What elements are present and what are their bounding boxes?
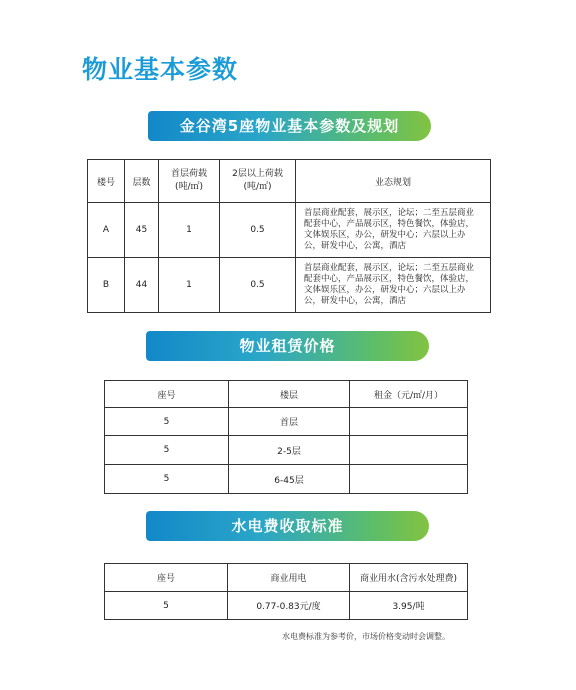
table-row bbox=[105, 465, 468, 494]
header-building: 楼号 bbox=[88, 160, 125, 203]
basic-params-table bbox=[87, 159, 491, 313]
header-seat: 座号 bbox=[105, 381, 229, 408]
rent-banner bbox=[146, 331, 429, 361]
utilities-table bbox=[104, 563, 468, 620]
cell-electricity: 0.77-0.83元/度 bbox=[228, 592, 350, 620]
cell-floor: 6-45层 bbox=[229, 465, 350, 494]
page-title: 物业基本参数 bbox=[82, 55, 239, 84]
header-ground-load: 首层荷载 (吨/㎡) bbox=[159, 160, 220, 203]
header-rent: 租金（元/㎡/月） bbox=[350, 381, 468, 408]
cell-seat: 5 bbox=[105, 408, 229, 436]
cell-seat: 5 bbox=[105, 592, 228, 620]
header-electricity: 商业用电 bbox=[228, 564, 350, 592]
table-row bbox=[88, 203, 491, 258]
table-row bbox=[105, 592, 468, 620]
table-header-row bbox=[105, 381, 468, 408]
cell-zoning: 首层商业配套，展示区，论坛；二至五层商业配套中心，产品展示区，特色餐饮，体验店，文体娱乐区，办公，研发中心；六层以上办公，研发中心，公寓，酒店 bbox=[296, 203, 491, 258]
header-floors: 层数 bbox=[125, 160, 159, 203]
cell-rent bbox=[350, 465, 468, 494]
basic-params-banner bbox=[148, 111, 431, 141]
header-seat: 座号 bbox=[105, 564, 228, 592]
cell-upper-load: 0.5 bbox=[220, 203, 296, 258]
header-floor: 楼层 bbox=[229, 381, 350, 408]
cell-building: A bbox=[88, 203, 125, 258]
table-header-row bbox=[88, 160, 491, 203]
cell-zoning: 首层商业配套，展示区，论坛；二至五层商业配套中心，产品展示区，特色餐饮，体验店，文体娱乐区，办公，研发中心；六层以上办公，研发中心，公寓，酒店 bbox=[296, 258, 491, 313]
cell-water: 3.95/吨 bbox=[350, 592, 468, 620]
header-water: 商业用水(含污水处理费) bbox=[350, 564, 468, 592]
utilities-title: 水电费收取标准 bbox=[231, 517, 344, 535]
cell-ground-load: 1 bbox=[159, 203, 220, 258]
table-row bbox=[88, 258, 491, 313]
cell-rent bbox=[350, 408, 468, 436]
table-row bbox=[105, 408, 468, 436]
cell-rent bbox=[350, 436, 468, 465]
cell-floors: 44 bbox=[125, 258, 159, 313]
header-zoning: 业态规划 bbox=[296, 160, 491, 203]
table-row bbox=[105, 436, 468, 465]
utilities-note: 水电费标准为参考价，市场价格变动时会调整。 bbox=[282, 632, 450, 641]
cell-seat: 5 bbox=[105, 436, 229, 465]
table-header-row bbox=[105, 564, 468, 592]
header-upper-load: 2层以上荷载 (吨/㎡) bbox=[220, 160, 296, 203]
cell-floor: 首层 bbox=[229, 408, 350, 436]
cell-upper-load: 0.5 bbox=[220, 258, 296, 313]
cell-building: B bbox=[88, 258, 125, 313]
cell-floors: 45 bbox=[125, 203, 159, 258]
cell-ground-load: 1 bbox=[159, 258, 220, 313]
basic-params-title: 金谷湾5座物业基本参数及规划 bbox=[179, 117, 400, 135]
utilities-banner bbox=[146, 511, 429, 541]
cell-floor: 2-5层 bbox=[229, 436, 350, 465]
cell-seat: 5 bbox=[105, 465, 229, 494]
rent-title: 物业租赁价格 bbox=[239, 337, 336, 355]
rent-table bbox=[104, 380, 468, 494]
